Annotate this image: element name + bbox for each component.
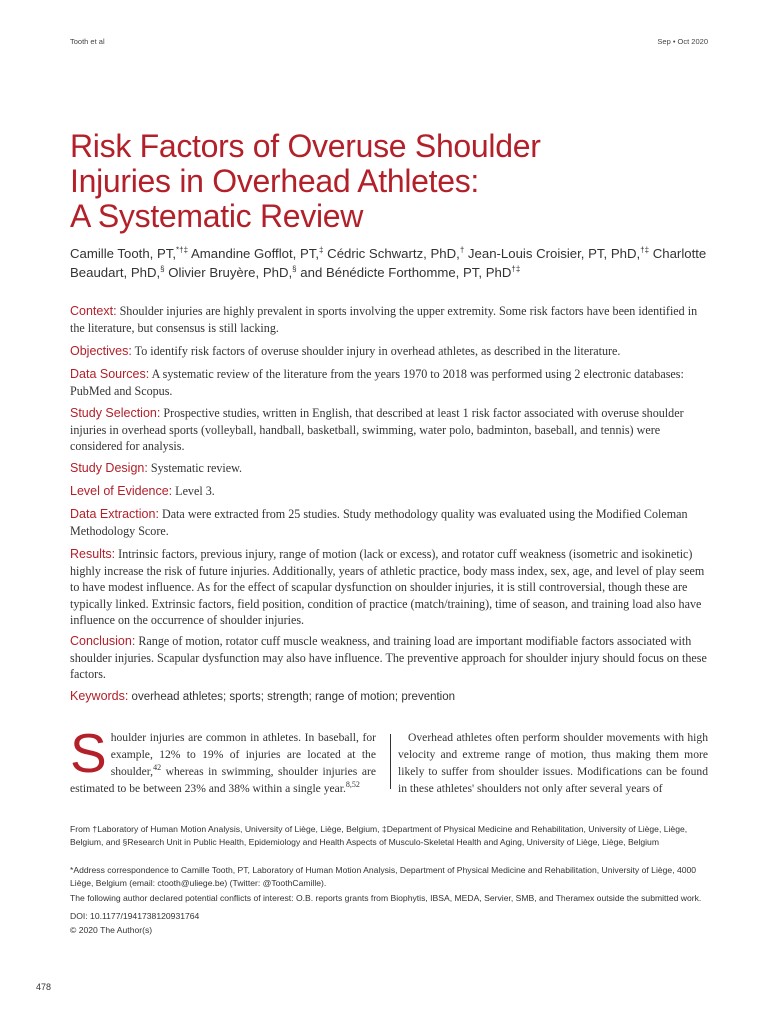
correspondence-note: *Address correspondence to Camille Tooth, PT, Laboratory of Human Motion Analysis, Department of Physical Medicine and Rehabilitation, University of Liège, 4000 Liège, Belgium (email: ctooth@uliege.be) (Twitter: @ToothCamille). bbox=[70, 865, 697, 888]
doi: DOI: 10.1177/1941738120931764 bbox=[70, 911, 200, 921]
section-label: Study Design: bbox=[70, 461, 148, 475]
author-name: and Bénédicte Forthomme, PT, PhD bbox=[296, 265, 512, 280]
abstract-context bbox=[70, 303, 710, 336]
section-label: Data Extraction: bbox=[70, 507, 159, 521]
body-column-right: Overhead athletes often perform shoulder movements with high velocity and extreme range of motion, thus making them more likely to suffer from shoulder issues. Modifications can be found in these athletes' shoulders not only after several years of bbox=[398, 731, 708, 795]
drop-cap: S bbox=[70, 722, 107, 784]
running-header-left: Tooth et al bbox=[70, 37, 105, 46]
section-text: Shoulder injuries are highly prevalent in sports involving the upper extremity. Some risk factors have been identified in the literature, but consensus is still lacking. bbox=[70, 304, 698, 335]
title-line-3: A Systematic Review bbox=[70, 198, 364, 234]
section-text: Data were extracted from 25 studies. Study methodology quality was evaluated using the Modified Coleman Methodology Score. bbox=[70, 507, 688, 538]
section-text: Level 3. bbox=[172, 484, 215, 498]
section-label: Context: bbox=[70, 304, 117, 318]
author-name: Amandine Gofflot, PT, bbox=[188, 246, 320, 261]
section-text: overhead athletes; sports; strength; range of motion; prevention bbox=[128, 691, 456, 703]
abstract-conclusion bbox=[70, 633, 710, 683]
section-label: Level of Evidence: bbox=[70, 484, 173, 498]
running-header-right: Sep • Oct 2020 bbox=[657, 37, 708, 46]
article-title bbox=[70, 129, 710, 234]
conflict-of-interest-note: The following author declared potential conflicts of interest: O.B. reports grants from Biophytis, IBSA, MEDA, Servier, SMB, and Theramex outside the submitted work. bbox=[70, 893, 702, 903]
section-text: Systematic review. bbox=[147, 461, 243, 475]
author-name: Olivier Bruyère, PhD, bbox=[164, 265, 293, 280]
author-affil: † bbox=[459, 245, 465, 255]
abstract-data-sources bbox=[70, 366, 710, 399]
abstract-study-design bbox=[70, 460, 710, 477]
page-number: 478 bbox=[36, 982, 52, 992]
author-affil: *†‡ bbox=[176, 245, 189, 255]
author-affil: †‡ bbox=[640, 245, 650, 255]
section-text: Range of motion, rotator cuff muscle weakness, and training load are important modifiable factors associated with shoulder injuries. Scapular dysfunction may also have influence. The preventive approach for shoulder injury should focus on these factors. bbox=[70, 634, 707, 681]
author-affil: ‡ bbox=[319, 245, 324, 255]
citation-ref: 8,52 bbox=[345, 780, 360, 790]
abstract-data-extraction bbox=[70, 506, 710, 539]
abstract-study-selection bbox=[70, 405, 710, 455]
section-label: Results: bbox=[70, 547, 116, 561]
author-name: Cédric Schwartz, PhD, bbox=[323, 246, 460, 261]
abstract-objectives bbox=[70, 343, 710, 360]
author-name: Jean-Louis Croisier, PT, PhD, bbox=[464, 246, 641, 261]
author-affil: †‡ bbox=[511, 264, 521, 274]
author-name: Charlotte Beaudart, PhD, bbox=[70, 246, 707, 280]
body-text: houlder injuries are common in athletes. In baseball, for example, 12% to 19% of injuries are located at the shoulder, bbox=[110, 731, 376, 778]
author-affil: § bbox=[160, 264, 165, 274]
citation-ref: 42 bbox=[153, 763, 162, 773]
body-column-left bbox=[70, 722, 376, 797]
section-text: To identify risk factors of overuse shoulder injury in overhead athletes, as described in the literature. bbox=[131, 344, 621, 358]
author-list bbox=[70, 244, 710, 282]
copyright: © 2020 The Author(s) bbox=[70, 925, 153, 935]
section-text: Intrinsic factors, previous injury, range of motion (lack or excess), and rotator cuff weakness (isometric and isokinetic) highly increase the risk of future injuries. Additionally, years of athletic practice, body mass index, sex, age, and level of play seem to have modest influence. As for the effect of scapular dysfunction on shoulder injuries, it is still controversial, though these are typically linked. Extrinsic factors, field position, condition of practice (match/training), time of season, and training load also have influence on the occurrence of shoulder injuries. bbox=[70, 547, 705, 627]
section-label: Study Selection: bbox=[70, 406, 161, 420]
title-line-1: Risk Factors of Overuse Shoulder bbox=[70, 128, 541, 164]
body-text: whereas in swimming, shoulder injuries are estimated to be between 23% and 38% within a single year. bbox=[70, 765, 376, 795]
abstract-level-of-evidence bbox=[70, 483, 710, 500]
author-affil: § bbox=[292, 264, 297, 274]
section-label: Objectives: bbox=[70, 344, 132, 358]
abstract-results bbox=[70, 546, 710, 629]
section-label: Conclusion: bbox=[70, 634, 136, 648]
section-label: Keywords: bbox=[70, 689, 129, 703]
abstract-keywords bbox=[70, 688, 710, 706]
section-text: Prospective studies, written in English, that described at least 1 risk factor associated with overuse shoulder injuries in overhead sports (volleyball, handball, basketball, swimming, water polo, badminton, baseball, and tennis) were considered for analysis. bbox=[70, 406, 684, 453]
affiliations-note: From †Laboratory of Human Motion Analysis, University of Liège, Liège, Belgium, ‡Department of Physical Medicine and Rehabilitation, University of Liège, Liège, Belgium, and §Research Unit in Public Health, Epidemiology and Health Aspects of Musculo-Skeletal Health and Aging, University of Liège, Liège, Belgium bbox=[70, 824, 688, 847]
section-text: A systematic review of the literature from the years 1970 to 2018 was performed using 2 electronic databases: PubMed and Scopus. bbox=[70, 367, 684, 398]
column-divider bbox=[390, 734, 391, 789]
section-label: Data Sources: bbox=[70, 367, 150, 381]
author-name: Camille Tooth, PT, bbox=[70, 246, 177, 261]
title-line-2: Injuries in Overhead Athletes: bbox=[70, 163, 480, 199]
